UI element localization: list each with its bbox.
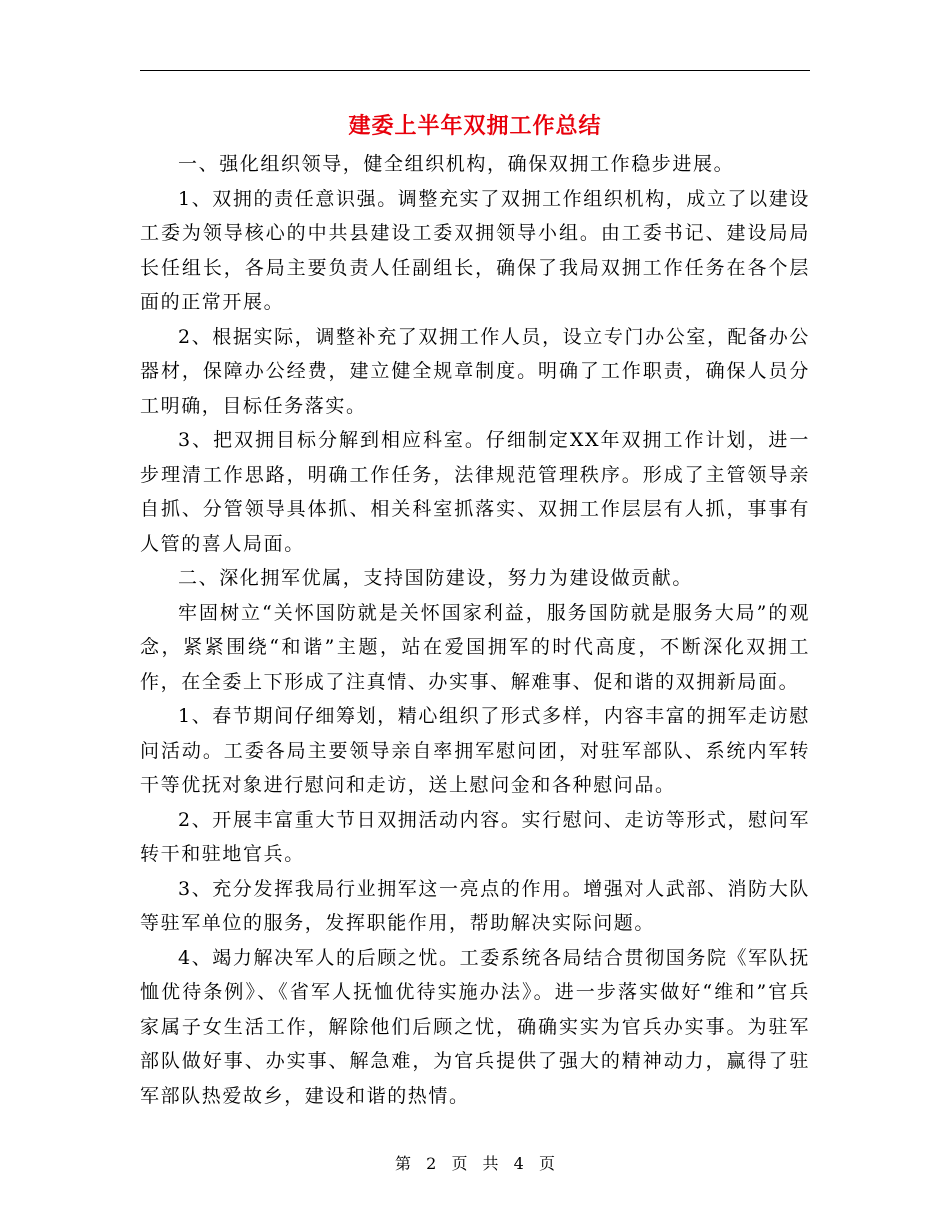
page-number-footer	[140, 1152, 810, 1176]
section-heading-1: 一、强化组织领导，健全组织机构，确保双拥工作稳步进展。	[178, 153, 735, 175]
footer-current-page: 2	[426, 1154, 437, 1173]
paragraph-1-1: 1、双拥的责任意识强。调整充实了双拥工作组织机构，成立了以建设工委为领导核心的中共县建设工委双拥领导小组。由工委书记、建设局局长任组长，各局主要负责人任副组长，确保了我局双拥工作任务在各个层面的正常开展。	[140, 187, 810, 313]
paragraph-1-3: 3、把双拥目标分解到相应科室。仔细制定XX年双拥工作计划，进一步理清工作思路，明确工作任务，法律规范管理秩序。形成了主管领导亲自抓、分管领导具体抓、相关科室抓落实、双拥工作层层有人抓，事事有人管的喜人局面。	[140, 429, 810, 555]
header-rule	[140, 70, 810, 71]
document-title: 建委上半年双拥工作总结	[348, 113, 602, 139]
paragraph-2-1: 1、春节期间仔细筹划，精心组织了形式多样，内容丰富的拥军走访慰问活动。工委各局主要领导亲自率拥军慰问团，对驻军部队、系统内军转干等优抚对象进行慰问和走访，送上慰问金和各种慰问品。	[140, 705, 810, 796]
paragraph-2-2: 2、开展丰富重大节日双拥活动内容。实行慰问、走访等形式，慰问军转干和驻地官兵。	[140, 808, 810, 865]
footer-prefix: 第	[395, 1154, 412, 1173]
document-body	[140, 147, 810, 1113]
footer-page-word: 页	[451, 1154, 468, 1173]
paragraph-2-3: 3、充分发挥我局行业拥军这一亮点的作用。增强对人武部、消防大队等驻军单位的服务，发挥职能作用，帮助解决实际问题。	[140, 877, 810, 934]
footer-suffix: 页	[538, 1154, 555, 1173]
section-heading-2: 二、深化拥军优属，支持国防建设，努力为建设做贡献。	[178, 567, 694, 589]
footer-total-word: 共	[482, 1154, 499, 1173]
paragraph-2-intro: 牢固树立“关怀国防就是关怀国家利益，服务国防就是服务大局”的观念，紧紧围绕“和谐”主题，站在爱国拥军的时代高度，不断深化双拥工作，在全委上下形成了注真情、办实事、解难事、促和谐的双拥新局面。	[140, 601, 810, 693]
footer-total-pages: 4	[513, 1154, 524, 1173]
paragraph-1-2: 2、根据实际，调整补充了双拥工作人员，设立专门办公室，配备办公器材，保障办公经费，建立健全规章制度。明确了工作职责，确保人员分工明确，目标任务落实。	[140, 325, 810, 417]
paragraph-2-4: 4、竭力解决军人的后顾之忧。工委系统各局结合贯彻国务院《军队抚恤优待条例》、《省军人抚恤优待实施办法》。进一步落实做好“维和”官兵家属子女生活工作，解除他们后顾之忧，确确实实为官兵办实事。为驻军部队做好事、办实事、解急难，为官兵提供了强大的精神动力，赢得了驻军部队热爱故乡，建设和谐的热情。	[140, 946, 810, 1107]
